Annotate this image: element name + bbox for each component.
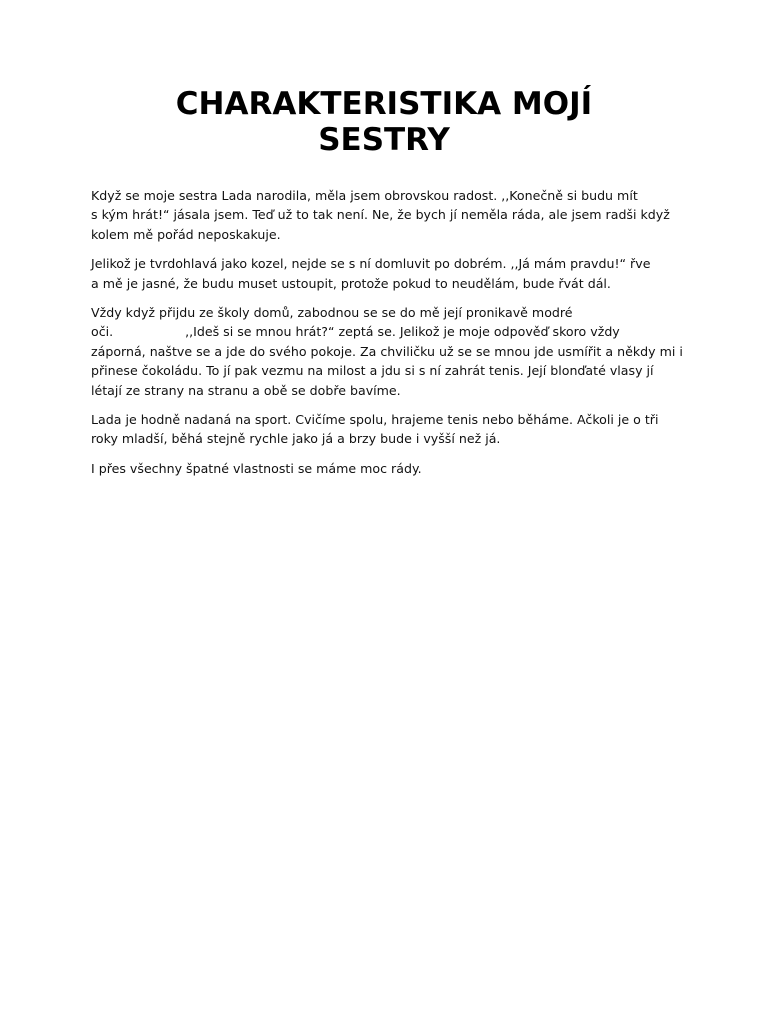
title-line-2: SESTRY (318, 122, 450, 158)
paragraph-line: přinese čokoládu. To jí pak vezmu na milost a jdu si s ní zahrát tenis. Její blonďaté vlasy jí (91, 363, 654, 379)
paragraph-line: létají ze strany na stranu a obě se dobře bavíme. (91, 382, 401, 398)
paragraph-fragment: ,,Ideš si se mnou hrát?“ zeptá se. Jelikož je moje odpověď skoro vždy (185, 324, 620, 340)
paragraph-line: I přes všechny špatné vlastnosti se máme moc rády. (91, 460, 422, 476)
paragraph-line: Když se moje sestra Lada narodila, měla jsem obrovskou radost. ,,Konečně si budu mít (91, 188, 638, 203)
paragraph-5 (91, 459, 691, 478)
paragraph-2 (91, 254, 691, 293)
paragraph-3 (91, 303, 691, 400)
paragraph-line: s kým hrát!“ jásala jsem. Teď už to tak není. Ne, že bych jí neměla ráda, ale jsem radši když (91, 207, 670, 223)
paragraph-line: a mě je jasné, že budu muset ustoupit, protože pokud to neudělám, bude řvát dál. (91, 275, 611, 291)
paragraph-line: Vždy když přijdu ze školy domů, zabodnou se se do mě její pronikavě modré (91, 305, 573, 321)
paragraph-line: záporná, naštve se a jde do svého pokoje. Za chviličku už se se mnou jde usmířit a někdy mi i (91, 343, 683, 359)
paragraph-line: Lada je hodně nadaná na sport. Cvičíme spolu, hrajeme tenis nebo běháme. Ačkoli je o tři (91, 412, 659, 428)
paragraph-line: kolem mě pořád neposkakuje. (91, 226, 281, 242)
title-line-1: CHARAKTERISTIKA MOJÍ (175, 86, 593, 122)
document-body (91, 186, 691, 488)
paragraph-fragment: oči. (91, 324, 114, 340)
document-title (90, 86, 678, 158)
paragraph-1 (91, 186, 691, 244)
paragraph-4 (91, 410, 691, 449)
paragraph-line: Jelikož je tvrdohlavá jako kozel, nejde se s ní domluvit po dobrém. ,,Já mám pravdu!“ řve (91, 256, 651, 272)
paragraph-line-with-gap (91, 322, 691, 341)
paragraph-line: roky mladší, běhá stejně rychle jako já a brzy bude i vyšší než já. (91, 431, 501, 447)
